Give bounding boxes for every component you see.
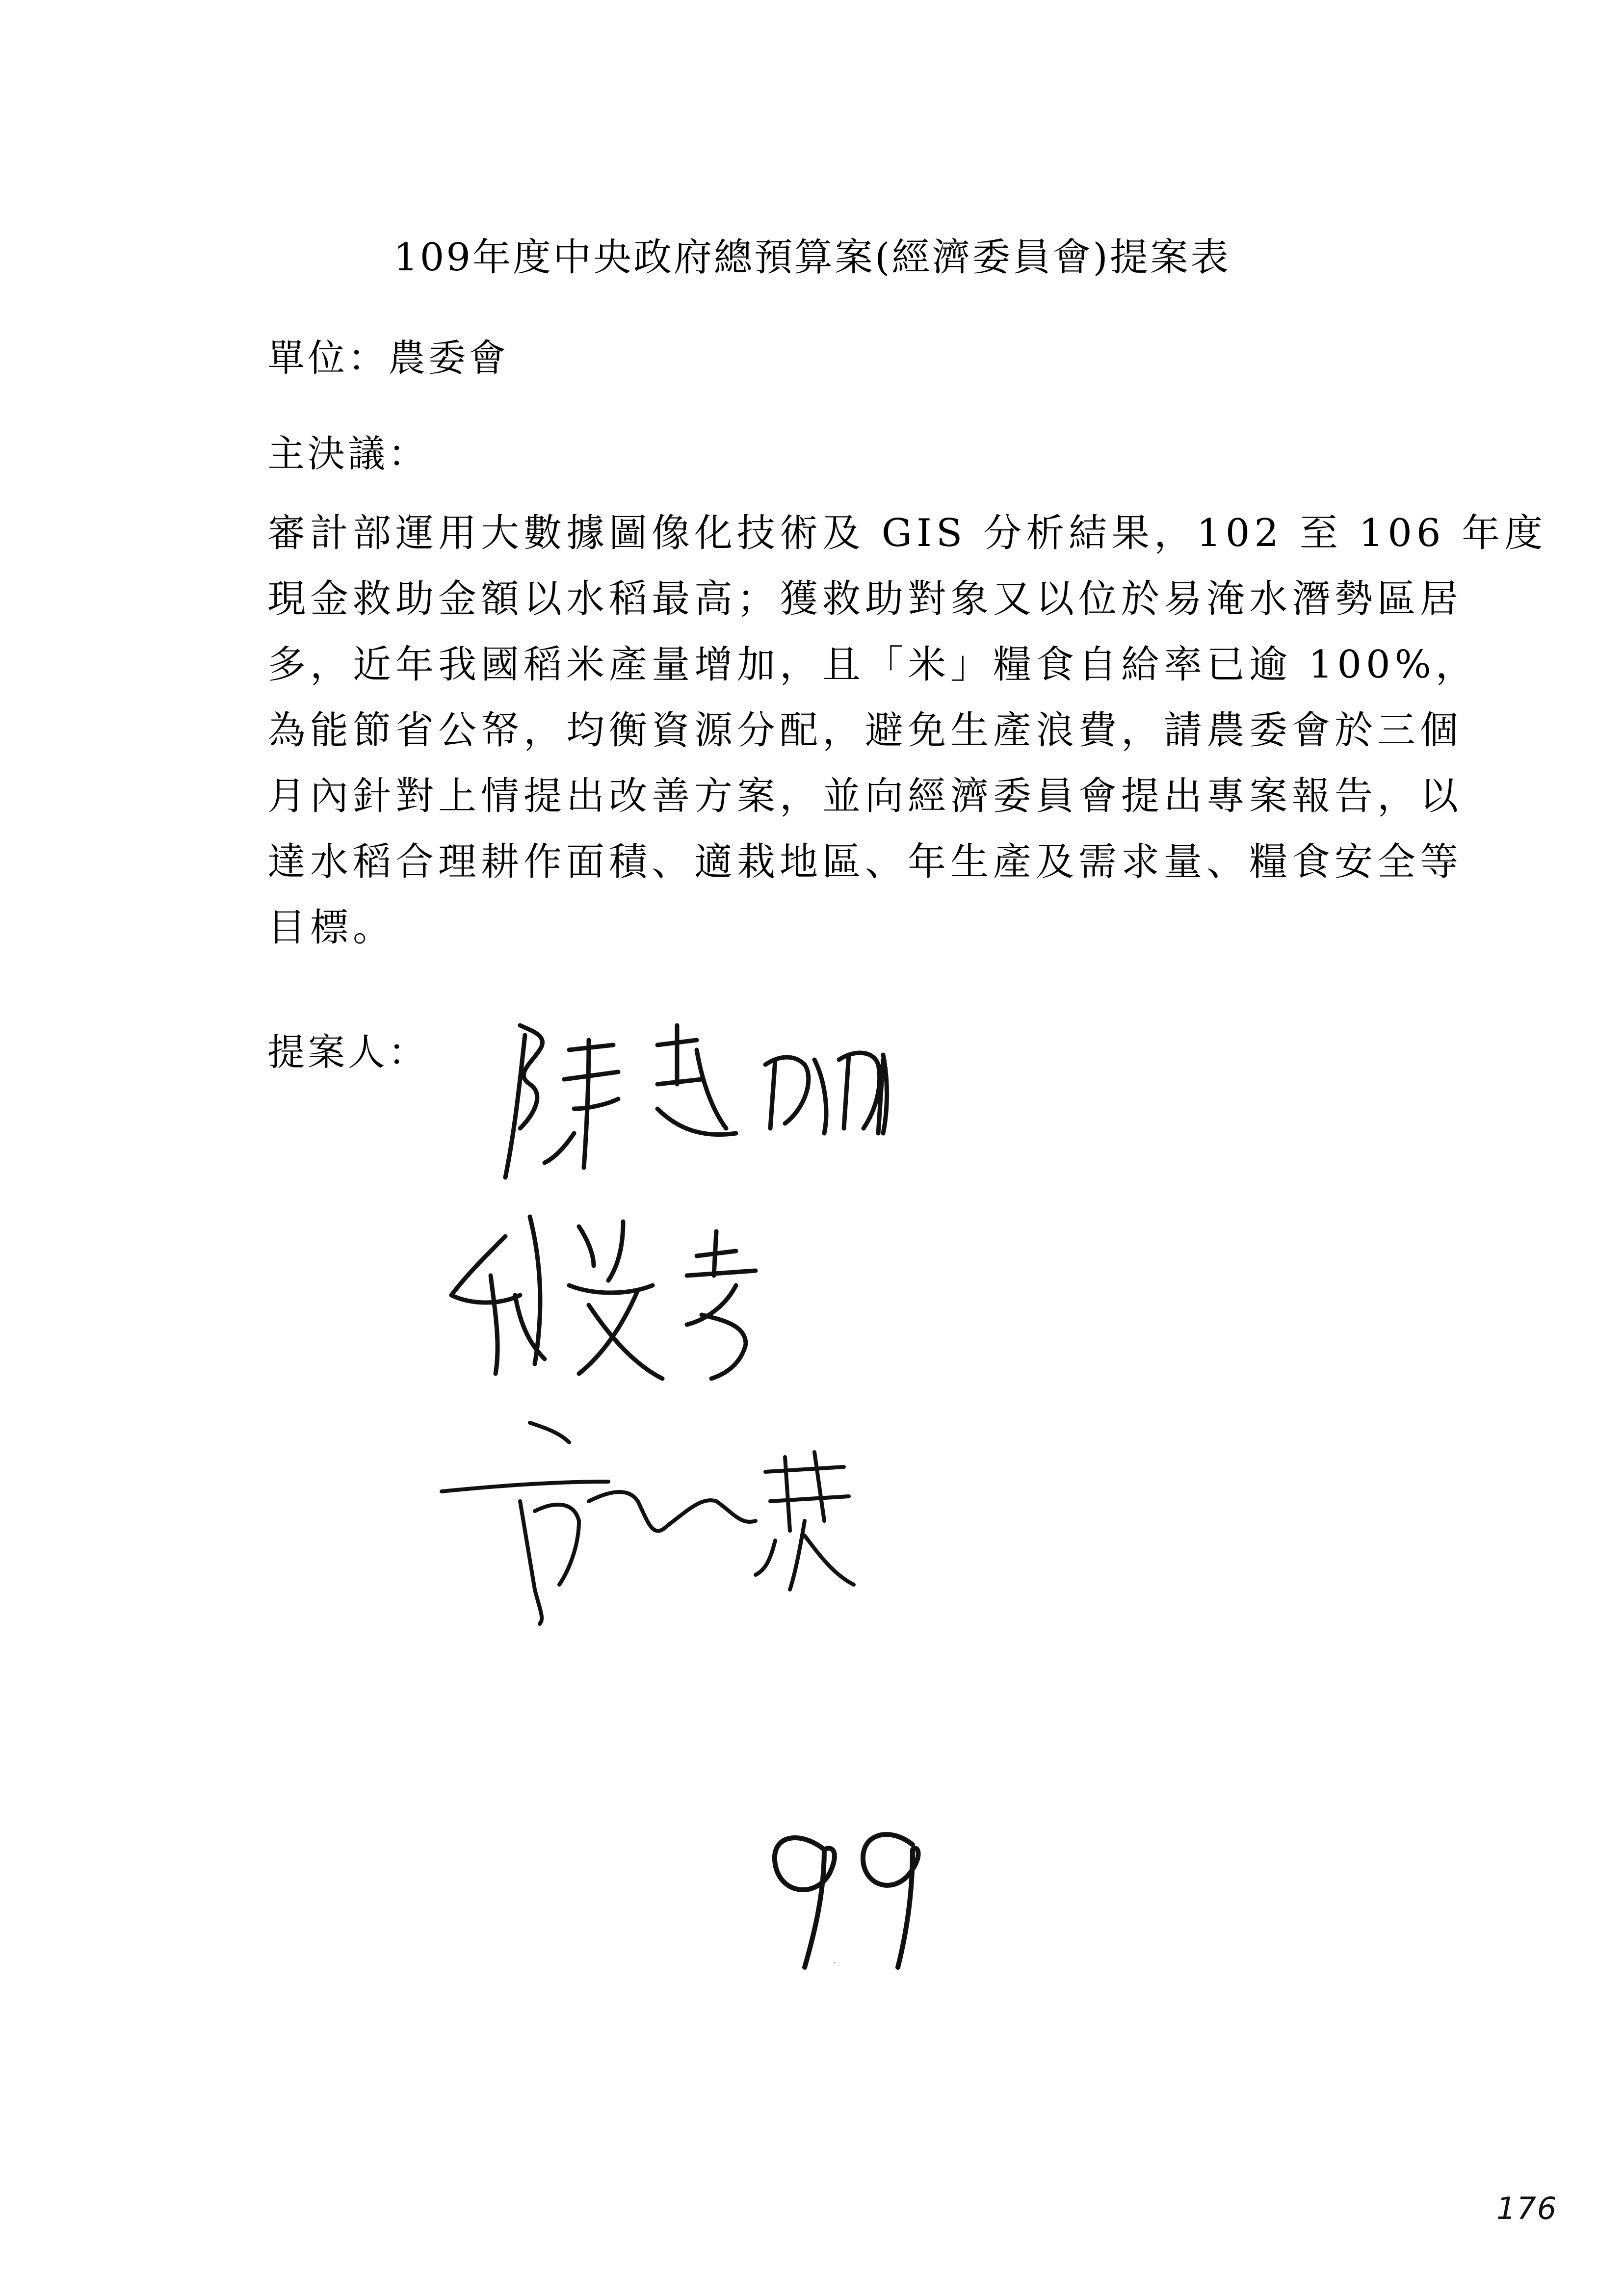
body-line: 達水稻合理耕作面積、適栽地區、年生產及需求量、糧食安全等 [267,840,1463,884]
signature-1 [505,1025,887,1177]
body-line: 為能節省公帑，均衡資源分配，避免生產浪費，請農委會於三個 [267,708,1463,753]
body-line: 多，近年我國稻米產量增加，且「米」糧食自給率已逾 100%， [267,643,1478,687]
body-line: 現金救助金額以水稻最高；獲救助對象又以位於易淹水潛勢區居 [267,577,1463,621]
signature-3 [442,1423,854,1624]
proposer-label: 提案人： [267,1030,428,1074]
unit-line [267,331,509,385]
handwritten-number: 99 [834,1962,835,1963]
body-line: 目標。 [267,906,396,950]
body-line: 月內針對上情提出改善方案，並向經濟委員會提出專案報告，以 [267,774,1463,818]
unit-value: 農委會 [388,336,509,380]
resolution-heading: 主決議： [267,432,428,475]
resolution-body [267,500,1547,961]
page-number: 176 [1496,2191,1558,2226]
unit-label: 單位： [267,336,388,380]
signature-2 [451,1217,756,1379]
document-title: 109年度中央政府總預算案(經濟委員會)提案表 [393,235,1231,280]
handwritten-99 [775,1834,918,1967]
body-line: 審計部運用大數據圖像化技術及 GIS 分析結果，102 至 106 年度 [267,511,1547,555]
